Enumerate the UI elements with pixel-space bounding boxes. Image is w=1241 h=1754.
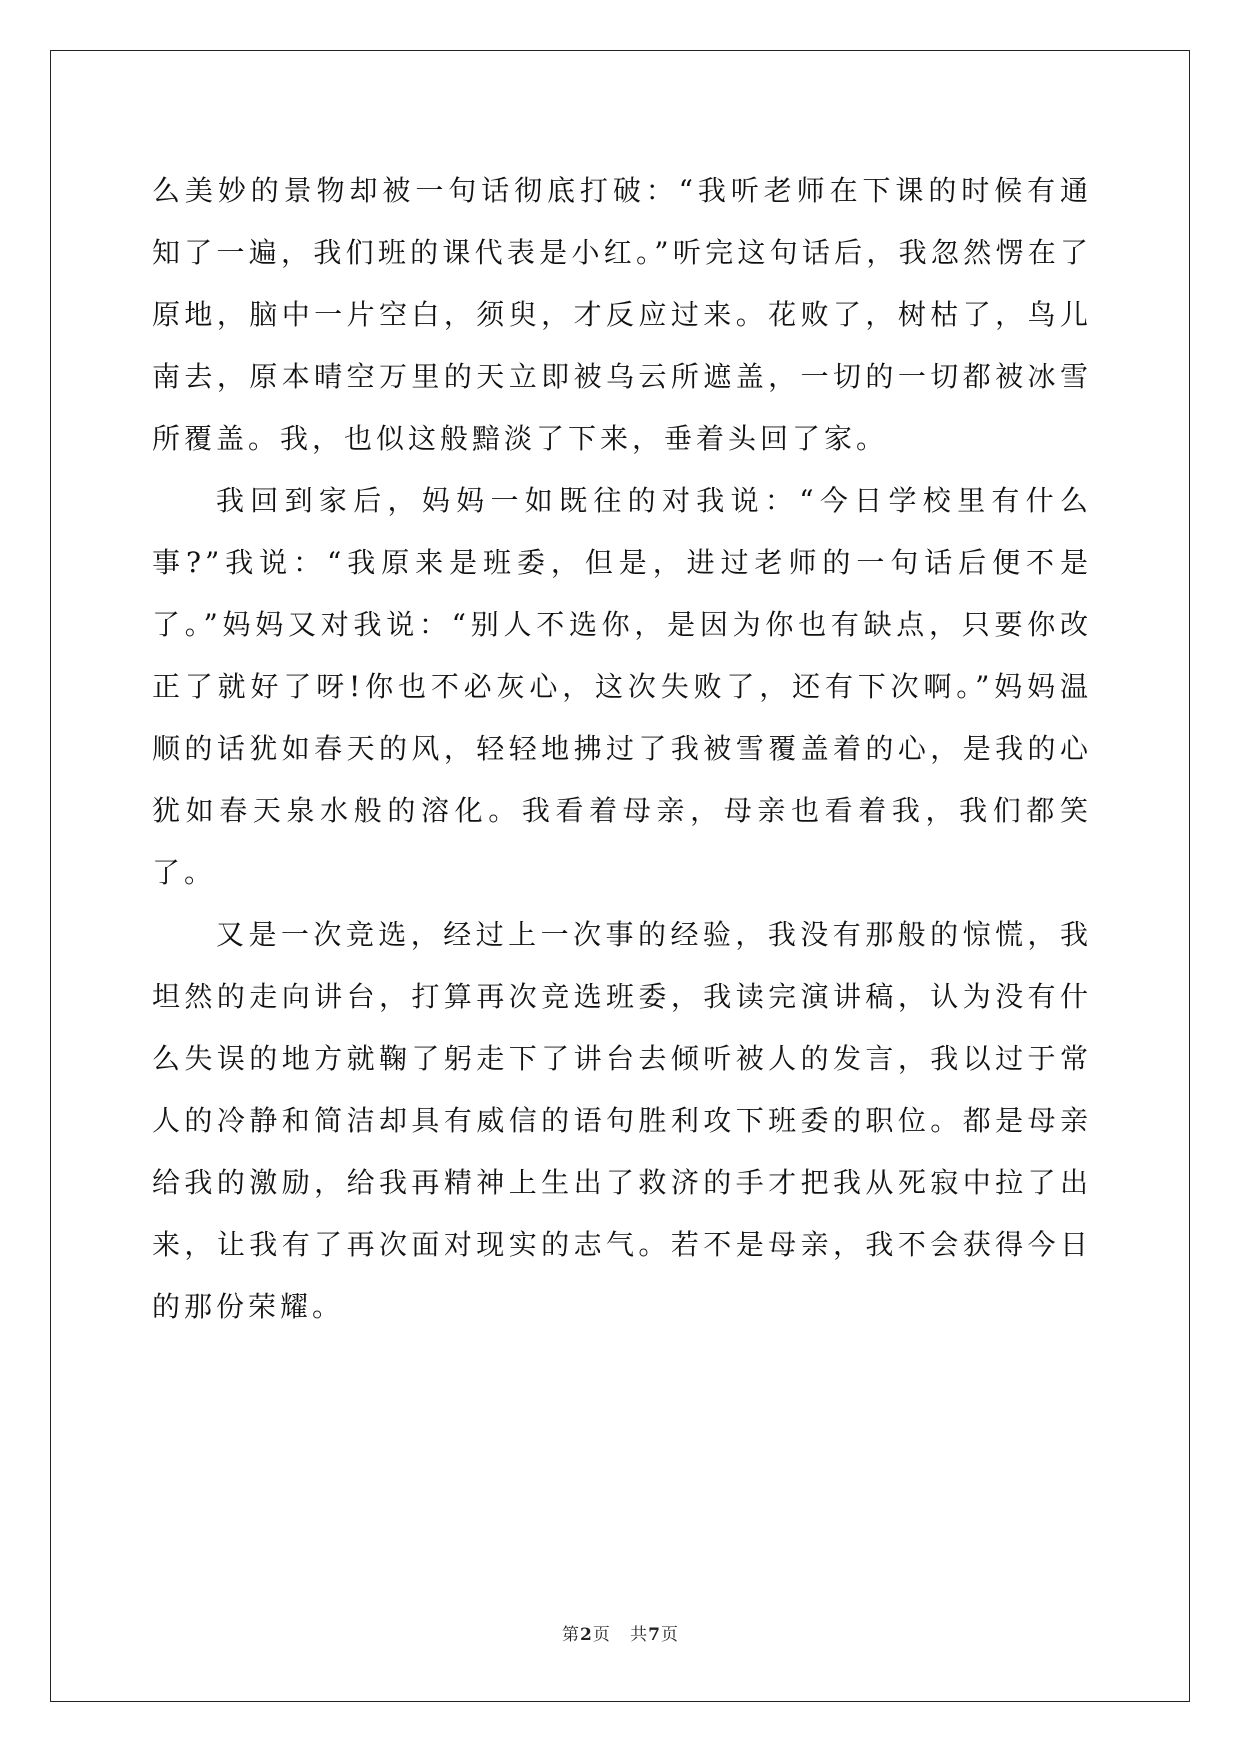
total-suffix: 页 [660, 1625, 679, 1645]
total-pages: 7 [648, 1625, 661, 1645]
page-prefix: 第 [562, 1625, 581, 1645]
paragraph-3: 又是一次竞选，经过上一次事的经验，我没有那般的惊慌，我坦然的走向讲台，打算再次竞选班委，我读完演讲稿，认为没有什么失误的地方就鞠了躬走下了讲台去倾听被人的发言，我以过于常人的冷静和简洁却具有威信的语句胜利攻下班委的职位。都是母亲给我的激励，给我再精神上生出了救济的手才把我从死寂中拉了出来，让我有了再次面对现实的志气。若不是母亲，我不会获得今日的那份荣耀。 [152, 918, 1092, 1323]
total-prefix: 共 [630, 1625, 649, 1645]
page-suffix: 页 [592, 1625, 611, 1645]
page-number: 2 [580, 1625, 593, 1645]
paragraph-2: 我回到家后，妈妈一如既往的对我说：“今日学校里有什么事?”我说：“我原来是班委，但是，进过老师的一句话后便不是了。”妈妈又对我说：“别人不选你，是因为你也有缺点，只要你改正了就好了呀!你也不必灰心，这次失败了，还有下次啊。”妈妈温顺的话犹如春天的风，轻轻地拂过了我被雪覆盖着的心，是我的心犹如春天泉水般的溶化。我看着母亲，母亲也看着我，我们都笑了。 [152, 484, 1092, 889]
document-body [152, 160, 1092, 1338]
page-footer [0, 1620, 1241, 1645]
paragraph-1: 么美妙的景物却被一句话彻底打破：“我听老师在下课的时候有通知了一遍，我们班的课代表是小红。”听完这句话后，我忽然愣在了原地，脑中一片空白，须臾，才反应过来。花败了，树枯了，鸟儿南去，原本晴空万里的天立即被乌云所遮盖，一切的一切都被冰雪所覆盖。我，也似这般黯淡了下来，垂着头回了家。 [152, 174, 1092, 455]
